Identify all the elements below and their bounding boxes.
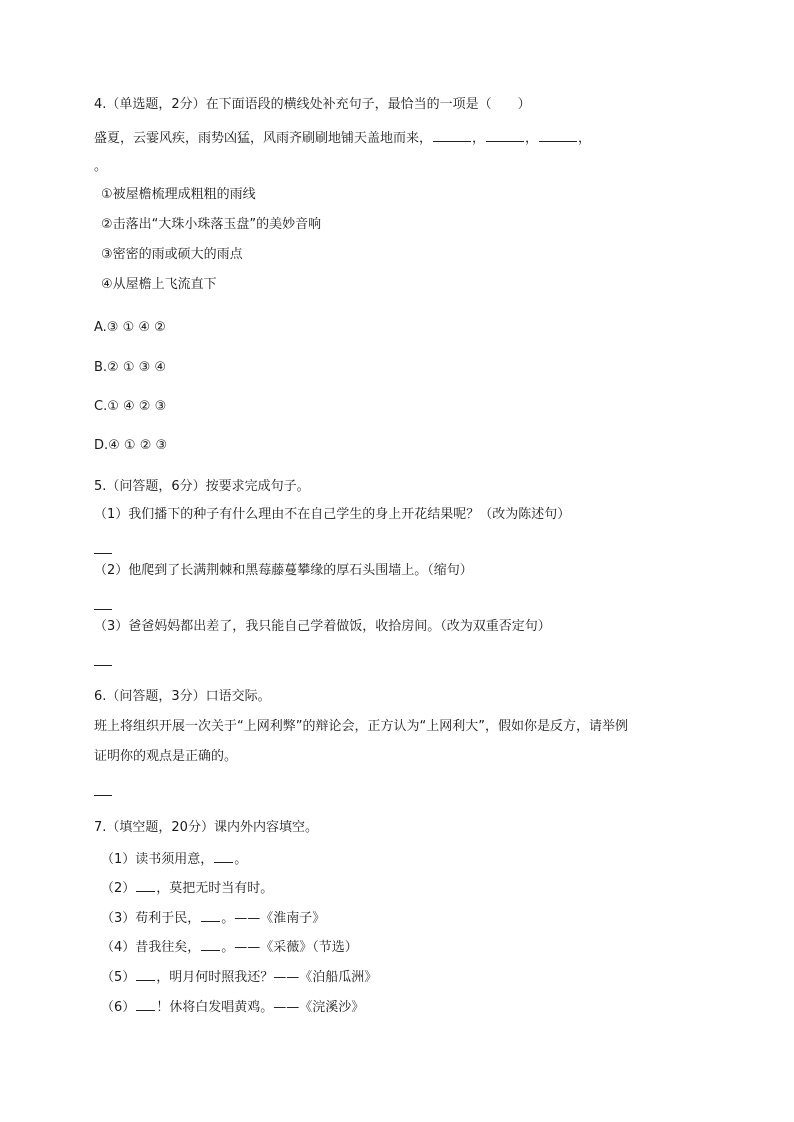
q5-answer-line-1[interactable] [94, 553, 112, 554]
q4-sep-2: ， [525, 131, 539, 146]
q7-item [101, 878, 273, 898]
q6-header: 6.（问答题，3分）口语交际。 [94, 689, 271, 704]
q7-blank[interactable] [201, 937, 220, 951]
q5-item: （2）他爬到了长满荆棘和黑莓藤蔓攀缘的厚石头围墙上。（缩句） [94, 563, 473, 578]
q7-blank[interactable] [214, 849, 233, 863]
q4-item: ③密密的雨或硕大的雨点 [101, 247, 243, 262]
q4-blank-3 [539, 128, 577, 142]
q4-option-a[interactable]: A.③ ① ④ ② [94, 320, 166, 335]
q7-item-text: （3）苟利于民， [101, 911, 201, 926]
q6-answer-line[interactable] [94, 795, 112, 796]
q7-item-text: （4）昔我往矣， [101, 940, 201, 955]
q7-item [101, 908, 325, 928]
q4-header: 4.（单选题，2分）在下面语段的横线处补充句子，最恰当的一项是（ ） [94, 97, 531, 112]
q7-item [101, 937, 358, 957]
q7-blank[interactable] [136, 967, 155, 981]
q7-blank[interactable] [201, 908, 220, 922]
q7-blank[interactable] [136, 997, 155, 1011]
q6-body-line-1: 班上将组织开展一次关于“上网利弊”的辩论会，正方认为“上网利大”，假如你是反方，请举例 [94, 719, 628, 734]
q5-item: （3）爸爸妈妈都出差了，我只能自己学着做饭，收拾房间。（改为双重否定句） [94, 619, 551, 634]
q7-item-text: （1）读书须用意， [101, 852, 214, 867]
q7-item-text: 。——《淮南子》 [221, 911, 326, 926]
q7-item [101, 849, 247, 869]
q5-answer-line-3[interactable] [94, 665, 112, 666]
q4-item: ①被屋檐梳理成粗粗的雨线 [101, 187, 256, 202]
q4-item: ②击落出“大珠小珠落玉盘”的美妙音响 [101, 217, 322, 232]
q4-blank-1 [433, 128, 471, 142]
q7-item-text: 。——《采薇》（节选） [221, 940, 358, 955]
q4-sep-3: ， [578, 131, 592, 146]
q4-passage-end: 。 [94, 159, 108, 174]
q4-option-b[interactable]: B.② ① ③ ④ [94, 360, 167, 375]
q7-item [101, 967, 377, 987]
q7-item-text: ，明月何时照我还？——《泊船瓜洲》 [156, 970, 378, 985]
q7-item-text: ，莫把无时当有时。 [156, 881, 274, 896]
q4-passage-text: 盛夏，云霎风疾，雨势凶猛，风雨齐刷刷地铺天盖地而来， [94, 131, 433, 146]
q7-item-text: （2） [101, 881, 136, 896]
q4-blank-2 [486, 128, 524, 142]
q7-header: 7.（填空题，20分）课内外内容填空。 [94, 820, 318, 835]
q4-option-c[interactable]: C.① ④ ② ③ [94, 399, 167, 414]
q7-item-text: ！休将白发唱黄鸡。——《浣溪沙》 [156, 1000, 365, 1015]
q4-passage [94, 128, 591, 148]
q7-blank[interactable] [136, 878, 155, 892]
q5-header: 5.（问答题，6分）按要求完成句子。 [94, 479, 310, 494]
q7-item [101, 997, 364, 1017]
q7-item-text: （6） [101, 1000, 136, 1015]
q4-sep-1: ， [472, 131, 486, 146]
q7-item-text: 。 [234, 852, 248, 867]
q7-item-text: （5） [101, 970, 136, 985]
q6-body-line-2: 证明你的观点是正确的。 [94, 749, 238, 764]
q5-answer-line-2[interactable] [94, 609, 112, 610]
q4-item: ④从屋檐上飞流直下 [101, 277, 217, 292]
q5-item: （1）我们播下的种子有什么理由不在自己学生的身上开花结果呢？（改为陈述句） [94, 507, 571, 522]
q4-option-d[interactable]: D.④ ① ② ③ [94, 438, 168, 453]
